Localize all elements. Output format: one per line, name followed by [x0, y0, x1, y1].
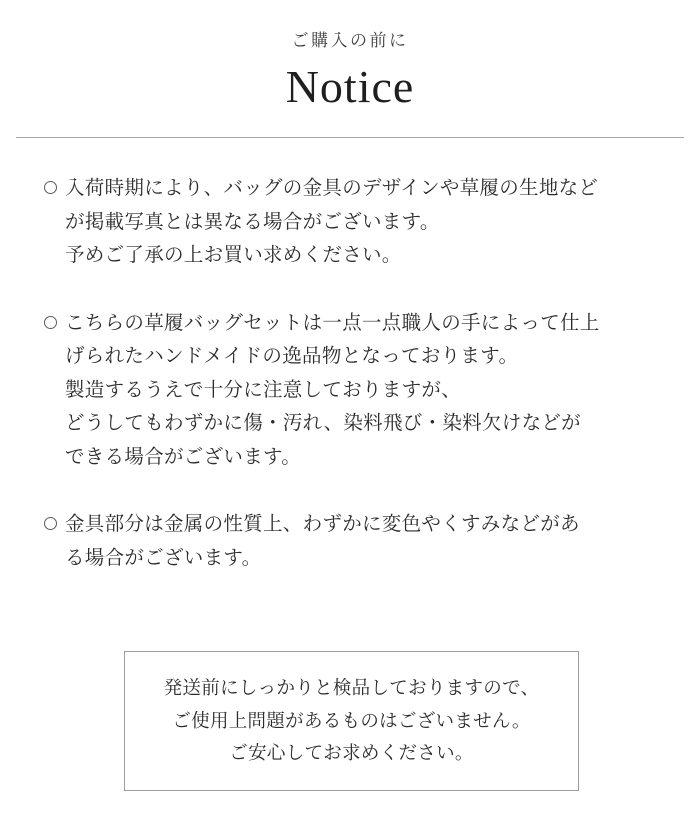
- framed-note-line: ご使用上問題があるものはございません。: [172, 709, 531, 731]
- note-text: [65, 508, 656, 575]
- note-line: こちらの草履バッグセットは一点一点職人の手によって仕上: [65, 311, 600, 334]
- note-line: 入荷時期により、バッグの金具のデザインや草履の生地など: [65, 177, 599, 199]
- framed-assurance-box: [124, 651, 579, 791]
- note-line: げられたハンドメイドの逸品物となっております。: [65, 345, 519, 368]
- page-title: Notice: [285, 60, 415, 112]
- framed-note-line: ご安心してお求めください。: [229, 742, 474, 764]
- circle-outline-icon: [44, 316, 57, 329]
- page-header: [0, 0, 700, 115]
- note-line: どうしてもわずかに傷・汚れ、染料飛び・染料欠けなどが: [65, 412, 581, 435]
- list-item: [44, 307, 656, 475]
- list-item: [44, 172, 656, 273]
- page-subtitle: ご購入の前に: [291, 31, 409, 50]
- circle-outline-icon: [44, 517, 57, 530]
- note-line: 製造するうえで十分に注意しておりますが、: [65, 378, 462, 401]
- note-line: 予めご了承の上お買い求めください。: [65, 244, 402, 267]
- note-line: る場合がございます。: [65, 546, 262, 569]
- note-text: [65, 172, 656, 273]
- notes-list: [0, 138, 700, 575]
- framed-note-line: 発送前にしっかりと検品しておりますので、: [163, 677, 540, 699]
- circle-outline-icon: [44, 181, 57, 194]
- list-item: [44, 508, 656, 575]
- note-line: できる場合がございます。: [65, 445, 302, 468]
- note-text: [65, 307, 656, 475]
- note-line: が掲載写真とは異なる場合がございます。: [65, 210, 440, 233]
- note-line: 金具部分は金属の性質上、わずかに変色やくすみなどがあ: [65, 513, 580, 536]
